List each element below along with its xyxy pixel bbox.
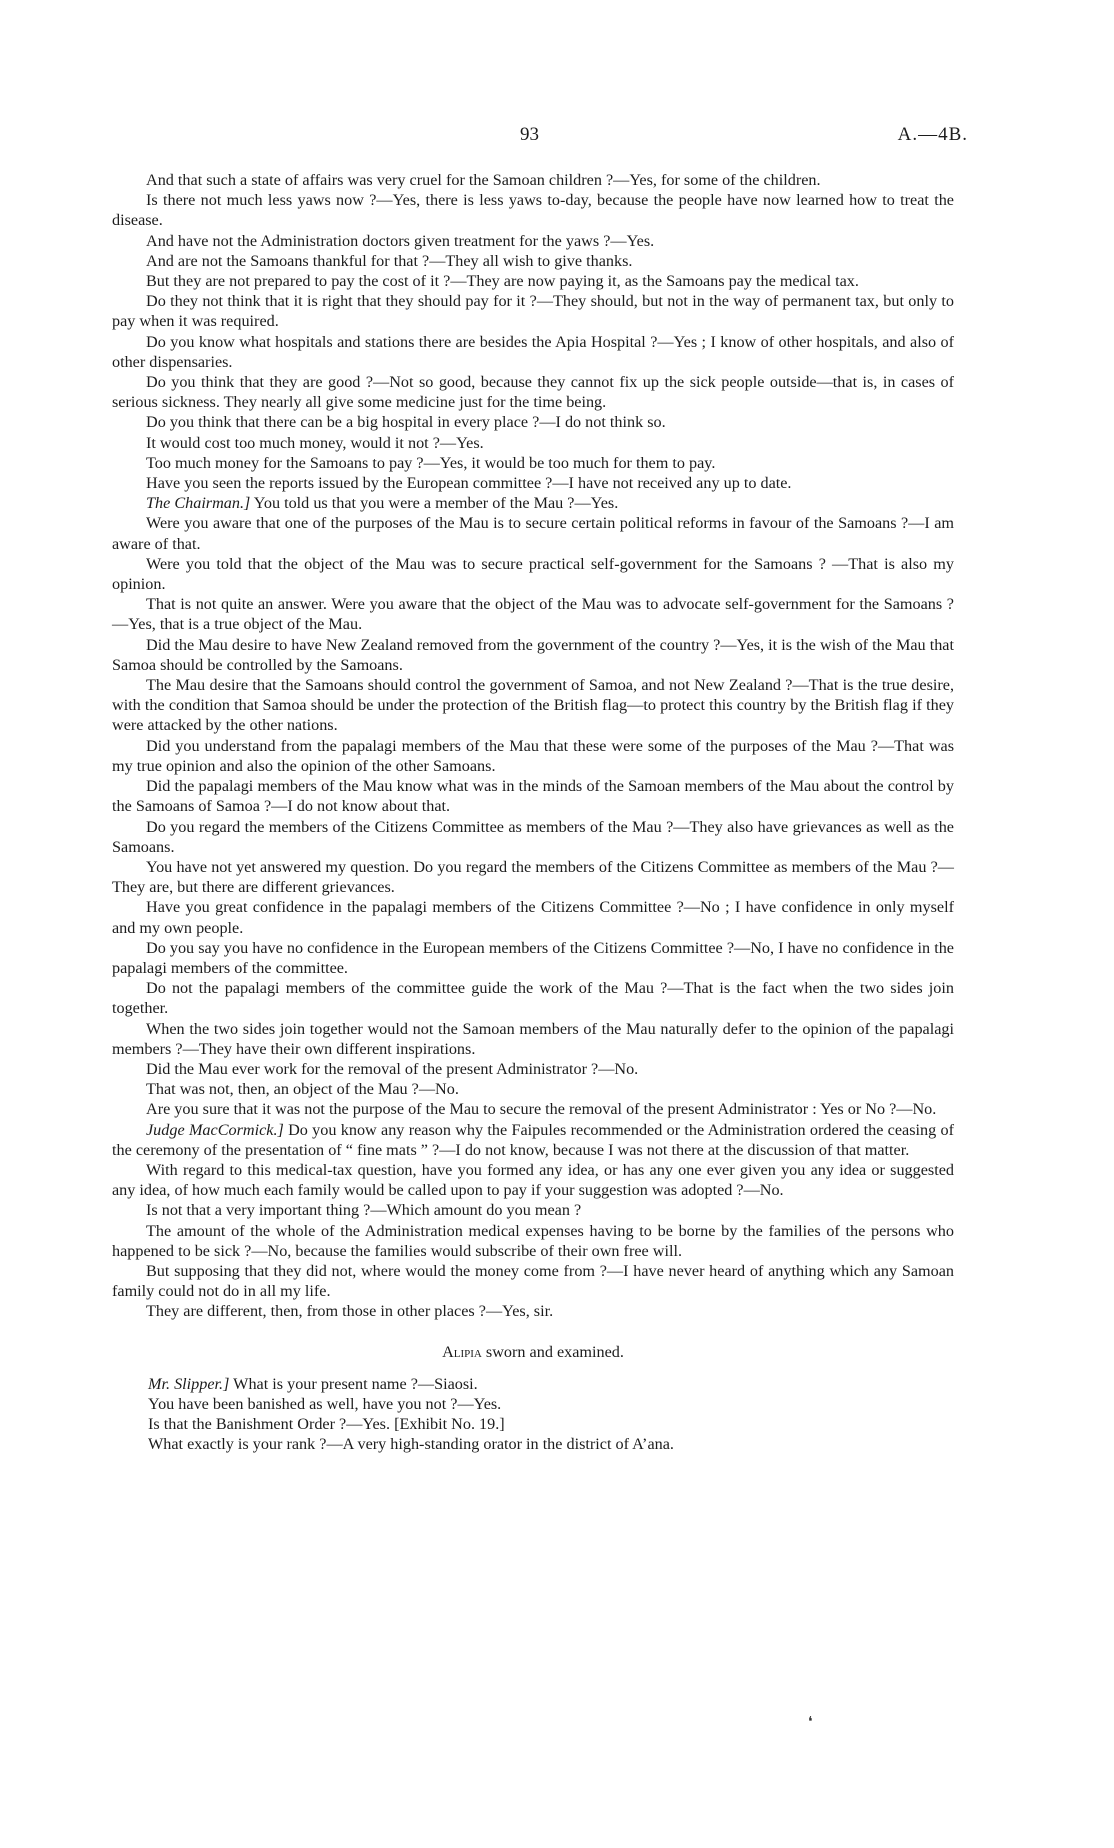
paragraph <box>112 978 954 1018</box>
paragraph <box>112 817 954 857</box>
paragraph <box>112 291 954 331</box>
paragraph <box>112 776 954 816</box>
paragraph-text: Do not the papalagi members of the committee guide the work of the Mau ?—That is the fact when the two sides join together. <box>112 979 954 1018</box>
paragraph <box>112 1019 954 1059</box>
paragraph-text: The Mau desire that the Samoans should control the government of Samoa, and not New Zealand ?—That is the true desire, with the condition that Samoa should be under the protection of the British flag—to protect this country by the British flag if they were attacked by the other nations. <box>112 676 954 735</box>
speaker-label: Mr. Slipper.] <box>148 1374 230 1393</box>
paragraph <box>112 513 954 553</box>
paragraph <box>112 1099 954 1119</box>
paragraph <box>112 433 954 453</box>
paragraph <box>112 473 954 493</box>
paragraph-text: You have not yet answered my question. Do you regard the members of the Citizens Committee as members of the Mau ?—They are, but there are different grievances. <box>112 857 954 897</box>
paragraph-text: Is that the Banishment Order ?—Yes. [Exhibit No. 19.] <box>148 1415 505 1434</box>
paragraph <box>112 1059 954 1079</box>
speaker-label: The Chairman.] <box>146 494 251 513</box>
paragraph-text: Do they not think that it is right that they should pay for it ?—They should, but not in the way of permanent tax, but only to pay when it was required. <box>112 292 954 331</box>
page-header <box>0 124 1114 154</box>
paragraph <box>112 1434 954 1454</box>
paragraph <box>112 1414 954 1434</box>
paragraph-text: Did the Mau desire to have New Zealand removed from the government of the country ?—Yes, it is the wish of the Mau that Samoa should be controlled by the Samoans. <box>112 635 954 674</box>
paragraph-text: And are not the Samoans thankful for that ?—They all wish to give thanks. <box>146 251 633 270</box>
paragraph <box>112 1200 954 1220</box>
paragraph-text: Do you know any reason why the Faipules recommended or the Administration ordered the ceasing of the ceremony of the presentation of “ fine mats ” ?—I do not know, because I was not there at the discussion of that matter. <box>112 1120 954 1159</box>
paragraph <box>112 1120 954 1160</box>
paragraph-text: It would cost too much money, would it not ?—Yes. <box>146 433 484 452</box>
paragraph <box>112 857 954 897</box>
paragraph-text: Do you think that there can be a big hospital in every place ?—I do not think so. <box>146 413 666 432</box>
section-heading <box>112 1342 954 1362</box>
paragraph <box>112 1079 954 1099</box>
paragraph <box>112 1301 954 1321</box>
stray-ink-mark: ❛ <box>808 1715 813 1730</box>
paragraph-text: That is not quite an answer. Were you aware that the object of the Mau was to advocate self-government for the Samoans ?—Yes, that is a true object of the Mau. <box>112 595 954 634</box>
section-paragraphs <box>112 1374 954 1455</box>
paragraph <box>112 736 954 776</box>
paragraph <box>112 1221 954 1261</box>
paragraph-text: Too much money for the Samoans to pay ?—Yes, it would be too much for them to pay. <box>146 453 716 472</box>
paragraph-text: Do you think that they are good ?—Not so good, because they cannot fix up the sick people outside—that is, in cases of serious sickness. They nearly all give some medicine just for the time being. <box>112 373 954 412</box>
paragraph-text: When the two sides join together would not the Samoan members of the Mau naturally defer to the opinion of the papalagi members ?—They have their own different inspirations. <box>112 1019 954 1058</box>
paragraph-text: Do you say you have no confidence in the European members of the Citizens Committee ?—No, I have no confidence in the papalagi members of the committee. <box>112 938 954 977</box>
paragraph-text: What is your present name ?—Siaosi. <box>229 1374 478 1393</box>
paragraph <box>112 1394 954 1414</box>
paragraph-text: And that such a state of affairs was very cruel for the Samoan children ?—Yes, for some of the children. <box>146 171 821 189</box>
paragraph <box>112 554 954 594</box>
paragraph-text: Did the Mau ever work for the removal of the present Administrator ?—No. <box>146 1059 639 1078</box>
paragraph <box>112 251 954 271</box>
paragraph <box>112 493 954 513</box>
paragraph-text: Is not that a very important thing ?—Which amount do you mean ? <box>146 1201 582 1220</box>
testimony-paragraphs <box>112 170 954 1322</box>
paragraph-text: Do you regard the members of the Citizens Committee as members of the Mau ?—They also have grievances as well as the Samoans. <box>112 817 954 856</box>
paragraph <box>112 271 954 291</box>
document-body <box>112 170 954 1455</box>
paragraph-text: Are you sure that it was not the purpose of the Mau to secure the removal of the present Administrator : Yes or No ?—No. <box>146 1100 937 1119</box>
paragraph-text: Were you aware that one of the purposes of the Mau is to secure certain political reforms in favour of the Samoans ?—I am aware of that. <box>112 514 954 553</box>
paragraph-text: Do you know what hospitals and stations there are besides the Apia Hospital ?—Yes ; I know of other hospitals, and also of other dispensaries. <box>112 332 954 371</box>
document-reference: A.—4B. <box>897 124 968 145</box>
paragraph-text: You have been banished as well, have you not ?—Yes. <box>148 1394 502 1413</box>
heading-suffix: sworn and examined. <box>481 1342 624 1361</box>
paragraph <box>112 412 954 432</box>
paragraph <box>112 1160 954 1200</box>
page-number: 93 <box>520 124 539 145</box>
paragraph <box>112 453 954 473</box>
paragraph-text: And have not the Administration doctors given treatment for the yaws ?—Yes. <box>146 231 655 250</box>
paragraph-text: With regard to this medical-tax question, have you formed any idea, or has any one ever given you any idea or suggested any idea, of how much each family would be called upon to pay if your suggestion was adopted ?—No. <box>112 1160 954 1200</box>
witness-name: Alipia <box>442 1342 482 1361</box>
paragraph-text: You told us that you were a member of the Mau ?—Yes. <box>250 494 619 513</box>
paragraph-text: Have you seen the reports issued by the European committee ?—I have not received any up to date. <box>146 474 792 493</box>
paragraph <box>112 190 954 230</box>
paragraph-text: That was not, then, an object of the Mau ?—No. <box>146 1080 459 1099</box>
paragraph-text: They are different, then, from those in other places ?—Yes, sir. <box>146 1302 554 1321</box>
paragraph <box>112 897 954 937</box>
paragraph-text: What exactly is your rank ?—A very high-standing orator in the district of A’ana. <box>148 1435 674 1454</box>
paragraph <box>112 231 954 251</box>
paragraph-text: The amount of the whole of the Administration medical expenses having to be borne by the families of the persons who happened to be sick ?—No, because the families would subscribe of their own free will. <box>112 1221 954 1260</box>
paragraph-text: Have you great confidence in the papalagi members of the Citizens Committee ?—No ; I have confidence in only myself and my own people. <box>112 898 954 937</box>
speaker-label: Judge MacCormick.] <box>146 1120 284 1139</box>
paragraph <box>112 372 954 412</box>
paragraph-text: Did you understand from the papalagi members of the Mau that these were some of the purposes of the Mau ?—That was my true opinion and also the opinion of the other Samoans. <box>112 736 954 775</box>
paragraph <box>112 675 954 736</box>
paragraph-text: Is there not much less yaws now ?—Yes, there is less yaws to-day, because the people have now learned how to treat the disease. <box>112 191 954 230</box>
paragraph <box>112 332 954 372</box>
paragraph-text: But supposing that they did not, where would the money come from ?—I have never heard of anything which any Samoan family could not do in all my life. <box>112 1261 954 1301</box>
paragraph-text: Did the papalagi members of the Mau know what was in the minds of the Samoan members of the Mau about the control by the Samoans of Samoa ?—I do not know about that. <box>112 777 954 816</box>
paragraph <box>112 1261 954 1301</box>
paragraph <box>112 1374 954 1394</box>
paragraph <box>112 170 954 190</box>
paragraph <box>112 635 954 675</box>
paragraph-text: Were you told that the object of the Mau was to secure practical self-government for the Samoans ? —That is also my opinion. <box>112 554 954 594</box>
paragraph-text: But they are not prepared to pay the cost of it ?—They are now paying it, as the Samoans pay the medical tax. <box>146 272 859 291</box>
paragraph <box>112 938 954 978</box>
paragraph <box>112 594 954 634</box>
